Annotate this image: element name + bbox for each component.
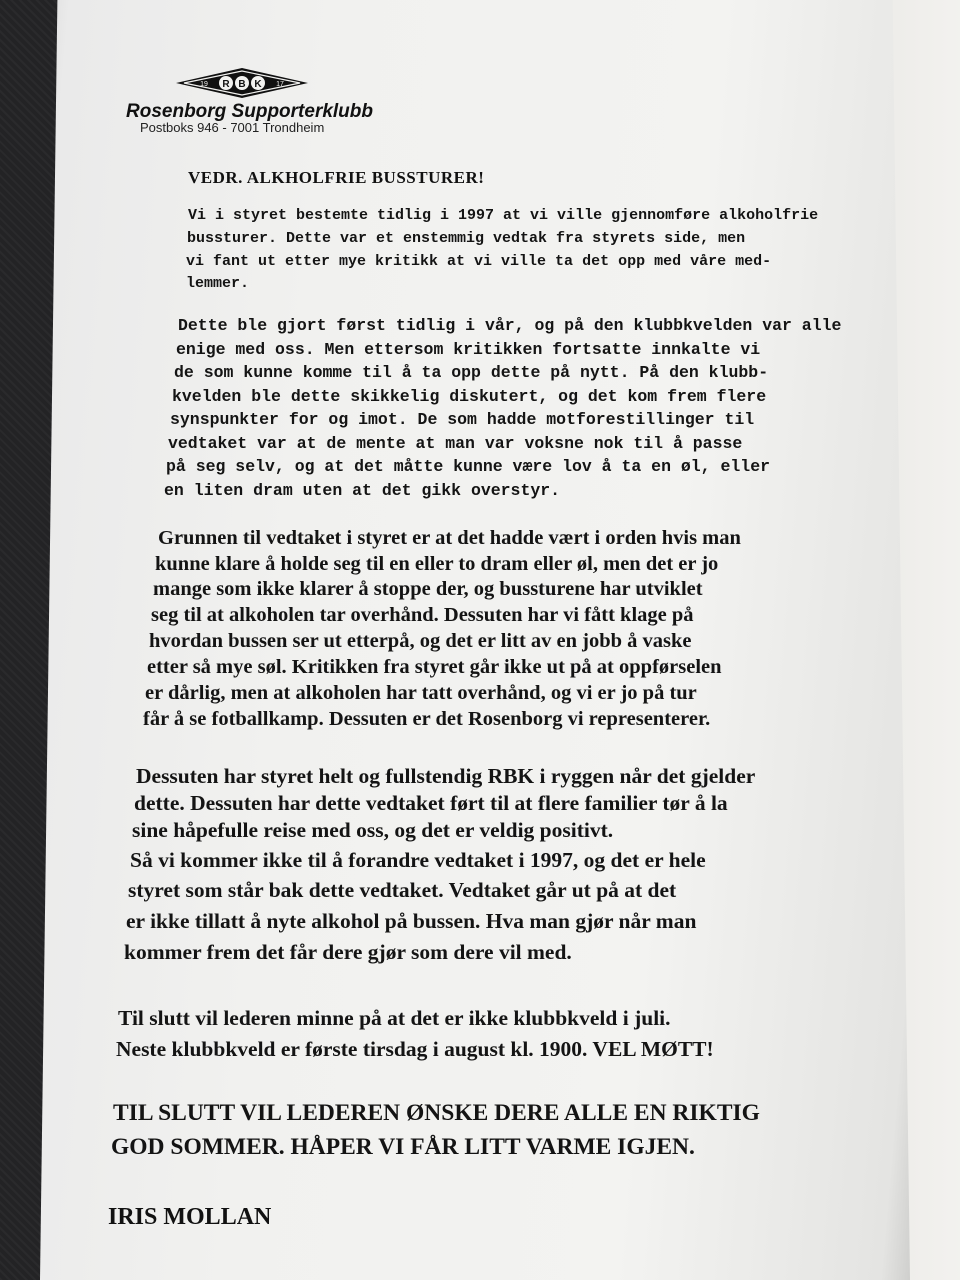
paragraph-2-line: på seg selv, og at det måtte kunne være lov å ta en øl, eller: [166, 457, 770, 476]
paragraph-3-line: etter så mye søl. Kritikken fra styret går ikke ut på at oppførselen: [147, 656, 722, 678]
paragraph-2-line: de som kunne komme til å ta opp dette på nytt. På den klubb-: [174, 363, 769, 382]
paragraph-1-line: Vi i styret bestemte tidlig i 1997 at vi ville gjennomføre alkoholfrie: [188, 207, 819, 224]
logo-year-left: 19: [200, 81, 208, 88]
paragraph-1-line: bussturer. Dette var et enstemmig vedtak fra styrets side, men: [187, 230, 746, 247]
paragraph-2-line: vedtaket var at de mente at man var voksne nok til å passe: [168, 434, 743, 453]
paragraph-4-line: kommer frem det får dere gjør som dere vil med.: [124, 940, 572, 964]
svg-text:R: R: [222, 79, 230, 90]
paragraph-1-line: vi fant ut etter mye kritikk at vi ville ta det opp med våre med-: [186, 253, 772, 270]
paragraph-2-line: Dette ble gjort først tidlig i vår, og på den klubbkvelden var alle: [178, 316, 842, 335]
org-address: Postboks 946 - 7001 Trondheim: [140, 120, 325, 135]
paragraph-2-line: synspunkter for og imot. De som hadde motforestillinger til: [170, 410, 755, 429]
paragraph-4-line: Dessuten har styret helt og fullstendig RBK i ryggen når det gjelder: [136, 764, 756, 788]
paragraph-3-line: kunne klare å holde seg til en eller to dram eller øl, men det er jo: [155, 553, 719, 575]
signature: IRIS MOLLAN: [108, 1204, 272, 1230]
paragraph-4-line: styret som står bak dette vedtaket. Vedtaket går ut på at det: [128, 878, 677, 902]
paragraph-3-line: får å se fotballkamp. Dessuten er det Rosenborg vi representerer.: [143, 708, 711, 730]
paragraph-2-line: enige med oss. Men ettersom kritikken fortsatte innkalte vi: [176, 340, 761, 359]
svg-text:B: B: [238, 79, 246, 90]
svg-text:K: K: [254, 79, 262, 90]
paragraph-5-line: Til slutt vil lederen minne på at det er ikke klubbkveld i juli.: [118, 1006, 671, 1030]
closing-greeting-line: GOD SOMMER. HÅPER VI FÅR LITT VARME IGJEN.: [111, 1134, 695, 1160]
paragraph-3-line: Grunnen til vedtaket i styret er at det hadde vært i orden hvis man: [158, 527, 741, 549]
paragraph-4-line: dette. Dessuten har dette vedtaket ført til at flere familier tør å la: [134, 791, 728, 815]
paragraph-1-line: lemmer.: [186, 275, 250, 292]
paragraph-3-line: mange som ikke klarer å stoppe der, og bussturene har utviklet: [153, 578, 703, 600]
org-name: Rosenborg Supporterklubb: [126, 101, 373, 122]
paragraph-2-line: en liten dram uten at det gikk overstyr.: [164, 481, 561, 500]
paragraph-2-line: kvelden ble dette skikkelig diskutert, og det kom frem flere: [172, 387, 767, 406]
logo-year-right: 17: [276, 81, 284, 88]
closing-greeting-line: TIL SLUTT VIL LEDEREN ØNSKE DERE ALLE EN RIKTIG: [113, 1100, 760, 1126]
paragraph-3-line: er dårlig, men at alkoholen har tatt overhånd, og vi er jo på tur: [145, 682, 697, 704]
rbk-logo: [176, 68, 308, 98]
paragraph-5-line: Neste klubbkveld er første tirsdag i august kl. 1900. VEL MØTT!: [116, 1037, 714, 1061]
paragraph-4-line: Så vi kommer ikke til å forandre vedtaket i 1997, og det er hele: [130, 848, 706, 872]
letter-heading: VEDR. ALKHOLFRIE BUSSTURER!: [188, 168, 485, 187]
paragraph-3-line: hvordan bussen ser ut etterpå, og det er litt av en jobb å vaske: [149, 630, 692, 652]
paragraph-4-line: sine håpefulle reise med oss, og det er veldig positivt.: [132, 818, 614, 842]
paragraph-4-line: er ikke tillatt å nyte alkohol på bussen. Hva man gjør når man: [126, 909, 697, 933]
paragraph-3-line: seg til at alkoholen tar overhånd. Dessuten har vi fått klage på: [151, 604, 694, 626]
